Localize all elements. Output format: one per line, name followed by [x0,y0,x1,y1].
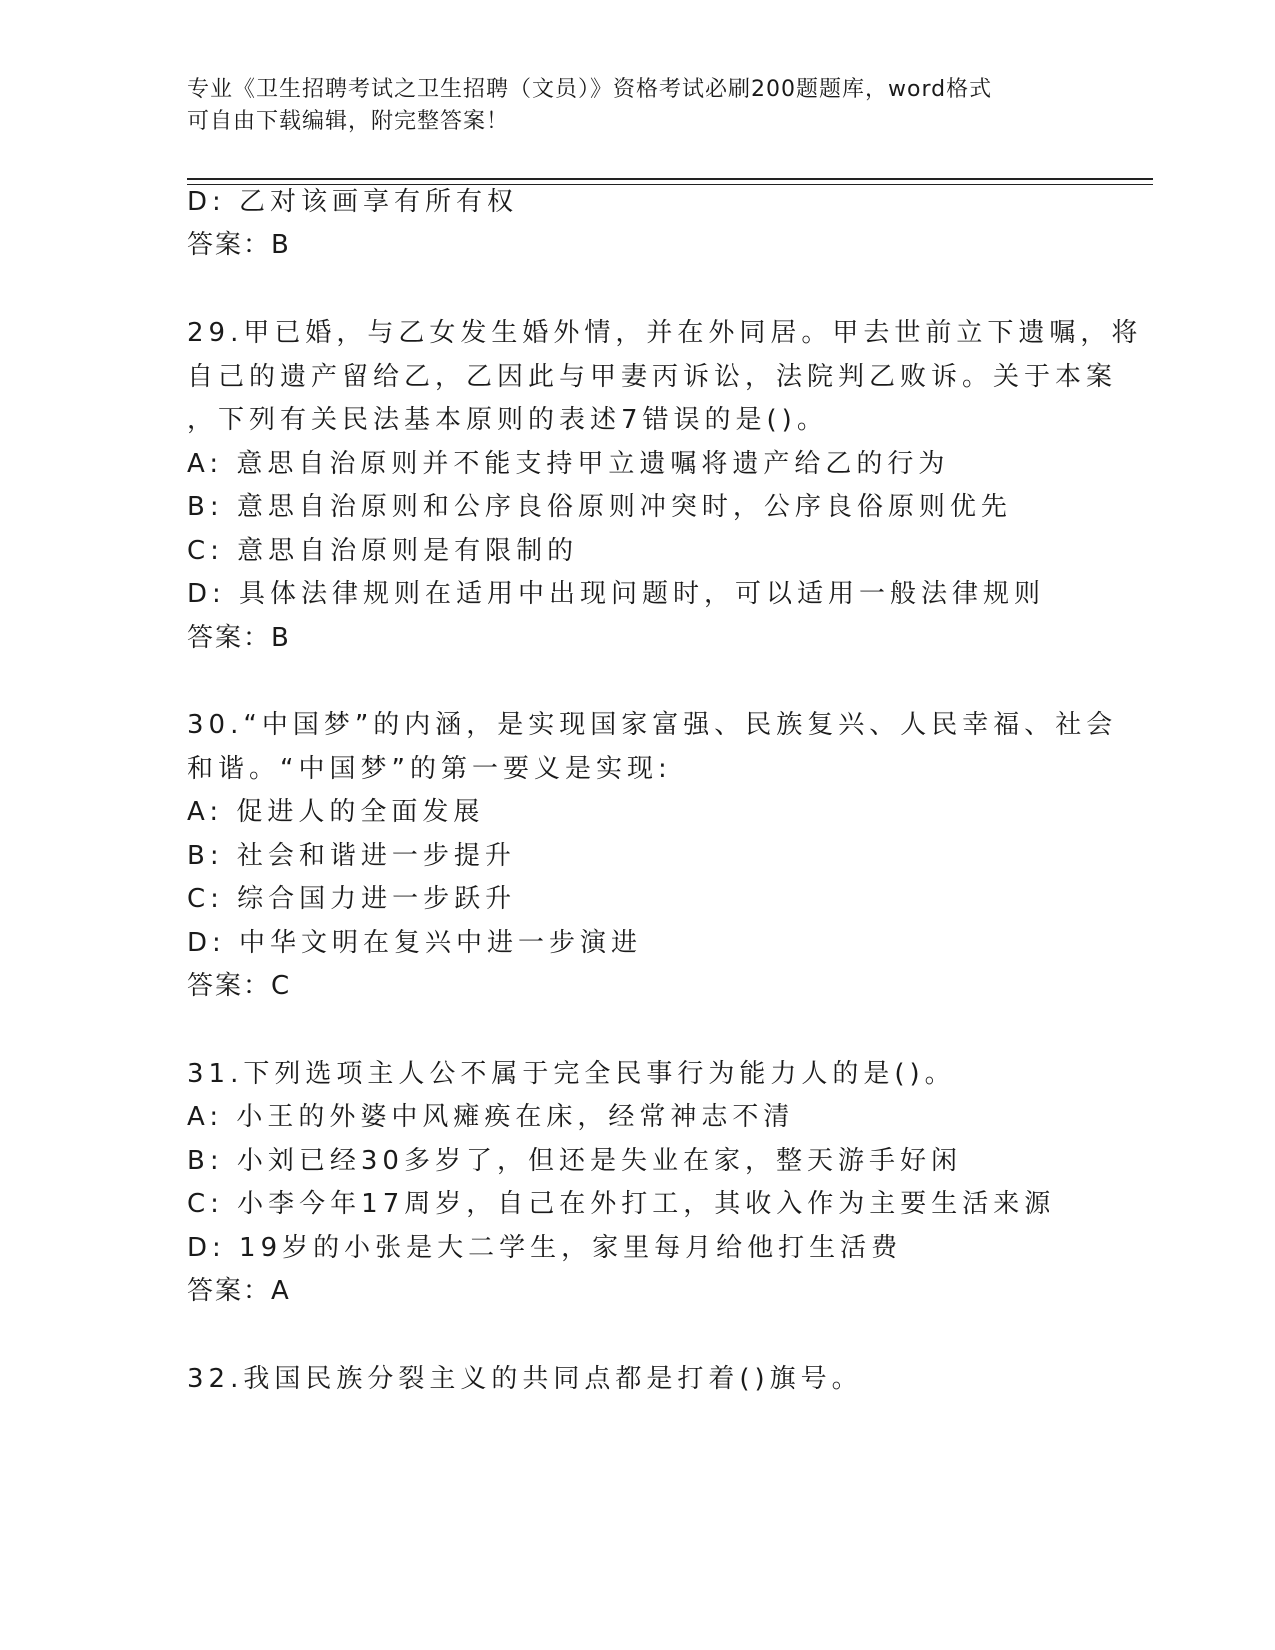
question-32: 32.我国民族分裂主义的共同点都是打着()旗号。 [187,1364,863,1394]
option-c-q30: C: 综合国力进一步跃升 [187,884,517,914]
header-line-2: 可自由下载编辑，附完整答案！ [187,109,510,134]
document-header [187,74,1087,138]
header-line-1: 专业《卫生招聘考试之卫生招聘（文员）》资格考试必刷200题题库，word格式 [187,77,993,102]
answer-q31: 答案：A [187,1276,291,1306]
option-d-q28: D: 乙对该画享有所有权 [187,187,519,217]
answer-q29: 答案：B [187,623,291,653]
option-d-q31: D: 19岁的小张是大二学生，家里每月给他打生活费 [187,1233,903,1263]
option-d-q30: D: 中华文明在复兴中进一步演进 [187,928,643,958]
option-b-q30: B: 社会和谐进一步提升 [187,841,516,871]
option-d-q29: D: 具体法律规则在适用中出现问题时，可以适用一般法律规则 [187,579,1046,609]
answer-q30: 答案：C [187,971,292,1001]
question-31: 31.下列选项主人公不属于完全民事行为能力人的是()。 [187,1059,956,1089]
option-b-q29: B: 意思自治原则和公序良俗原则冲突时，公序良俗原则优先 [187,492,1012,522]
question-30-line-1: 30.“中国梦”的内涵，是实现国家富强、民族复兴、人民幸福、社会 [187,710,1118,740]
option-b-q31: B: 小刘已经30多岁了，但还是失业在家，整天游手好闲 [187,1146,962,1176]
question-30-line-2: 和谐。“中国梦”的第一要义是实现: [187,754,672,784]
header-divider-thick [187,178,1153,180]
question-29-line-3: ，下列有关民法基本原则的表述7错误的是()。 [187,405,828,435]
option-c-q29: C: 意思自治原则是有限制的 [187,536,579,566]
question-29-line-2: 自己的遗产留给乙，乙因此与甲妻丙诉讼，法院判乙败诉。关于本案 [187,362,1118,392]
option-a-q29: A: 意思自治原则并不能支持甲立遗嘱将遗产给乙的行为 [187,449,950,479]
option-a-q30: A: 促进人的全面发展 [187,797,485,827]
question-29-line-1: 29.甲已婚，与乙女发生婚外情，并在外同居。甲去世前立下遗嘱，将 [187,318,1143,348]
answer-q28: 答案：B [187,230,291,260]
option-c-q31: C: 小李今年17周岁，自己在外打工，其收入作为主要生活来源 [187,1189,1056,1219]
option-a-q31: A: 小王的外婆中风瘫痪在床，经常神志不清 [187,1102,795,1132]
